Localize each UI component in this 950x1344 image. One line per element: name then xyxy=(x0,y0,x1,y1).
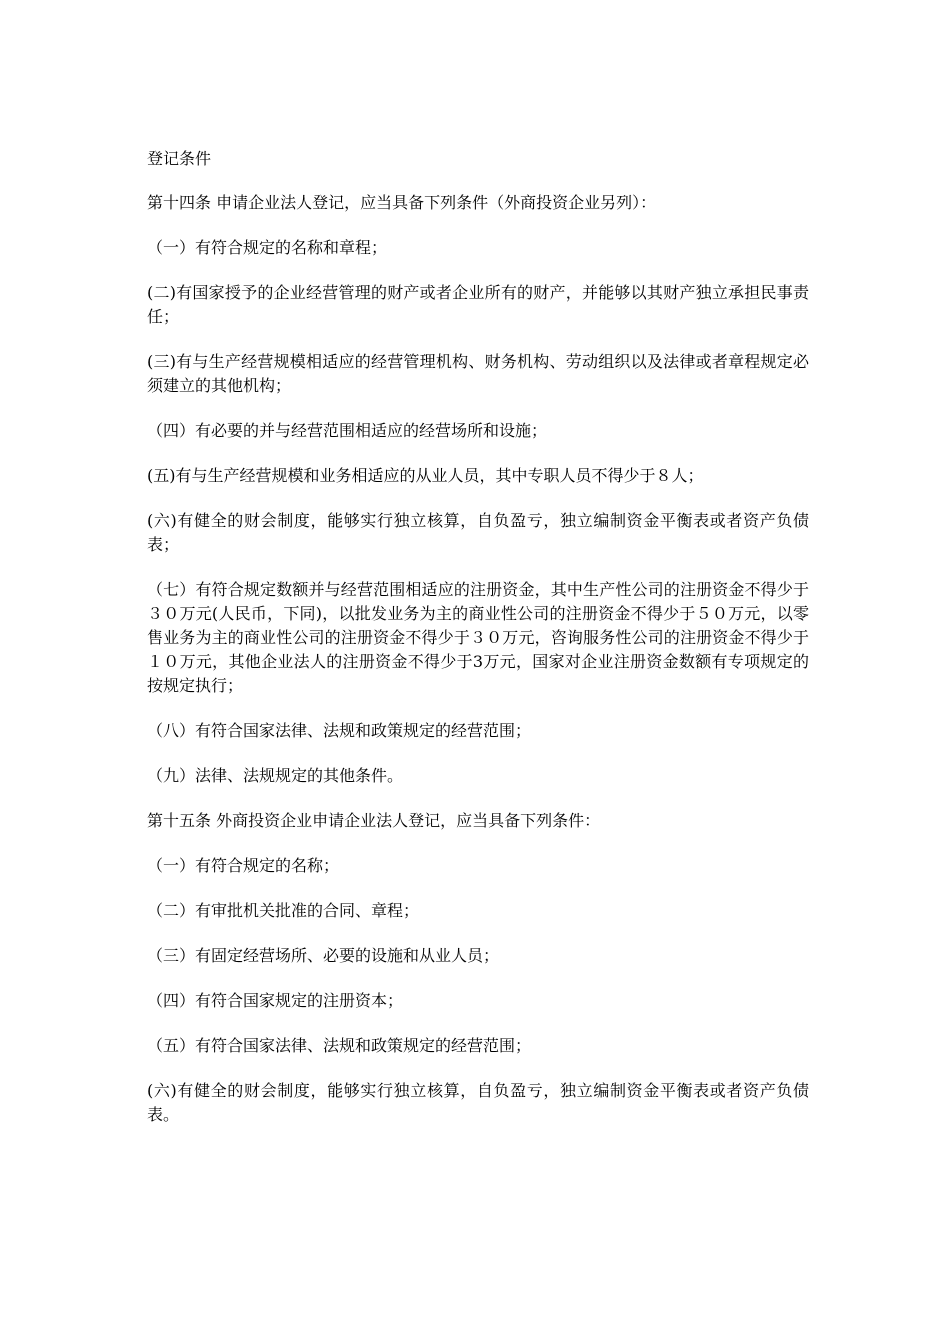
article-14-item-7: （七）有符合规定数额并与经营范围相适应的注册资金，其中生产性公司的注册资金不得少于３０万元(人民币，下同)，以批发业务为主的商业性公司的注册资金不得少于５０万元，以零售业务为主的商业性公司的注册资金不得少于３０万元，咨询服务性公司的注册资金不得少于１０万元，其他企业法人的注册资金不得少于3万元，国家对企业注册资金数额有专项规定的按规定执行； xyxy=(147,580,809,695)
article-15-intro: 第十五条 外商投资企业申请企业法人登记，应当具备下列条件： xyxy=(147,811,601,830)
article-14-item-9: （九）法律、法规规定的其他条件。 xyxy=(147,766,404,785)
article-14-item-4: （四）有必要的并与经营范围相适应的经营场所和设施； xyxy=(147,421,548,440)
article-15-item-2: （二）有审批机关批准的合同、章程； xyxy=(147,901,420,920)
article-14-item-2: (二)有国家授予的企业经营管理的财产或者企业所有的财产，并能够以其财产独立承担民事责任； xyxy=(147,283,809,326)
article-15-item-1: （一）有符合规定的名称； xyxy=(147,856,340,875)
article-15-item-3: （三）有固定经营场所、必要的设施和从业人员； xyxy=(147,946,500,965)
section-heading: 登记条件 xyxy=(147,149,212,168)
article-14-item-5: (五)有与生产经营规模和业务相适应的从业人员，其中专职人员不得少于８人； xyxy=(147,466,704,485)
article-14-intro: 第十四条 申请企业法人登记，应当具备下列条件（外商投资企业另列）： xyxy=(147,193,657,212)
article-15-item-6: (六)有健全的财会制度，能够实行独立核算，自负盈亏，独立编制资金平衡表或者资产负债表。 xyxy=(147,1081,809,1124)
article-14-item-1: （一）有符合规定的名称和章程； xyxy=(147,238,388,257)
article-15-item-4: （四）有符合国家规定的注册资本； xyxy=(147,991,404,1010)
article-14-item-8: （八）有符合国家法律、法规和政策规定的经营范围； xyxy=(147,721,532,740)
article-14-item-3: (三)有与生产经营规模相适应的经营管理机构、财务机构、劳动组织以及法律或者章程规定必须建立的其他机构； xyxy=(147,352,809,395)
article-15-item-5: （五）有符合国家法律、法规和政策规定的经营范围； xyxy=(147,1036,532,1055)
article-14-item-6: (六)有健全的财会制度，能够实行独立核算，自负盈亏，独立编制资金平衡表或者资产负债表； xyxy=(147,511,809,554)
document-body xyxy=(147,147,809,1148)
